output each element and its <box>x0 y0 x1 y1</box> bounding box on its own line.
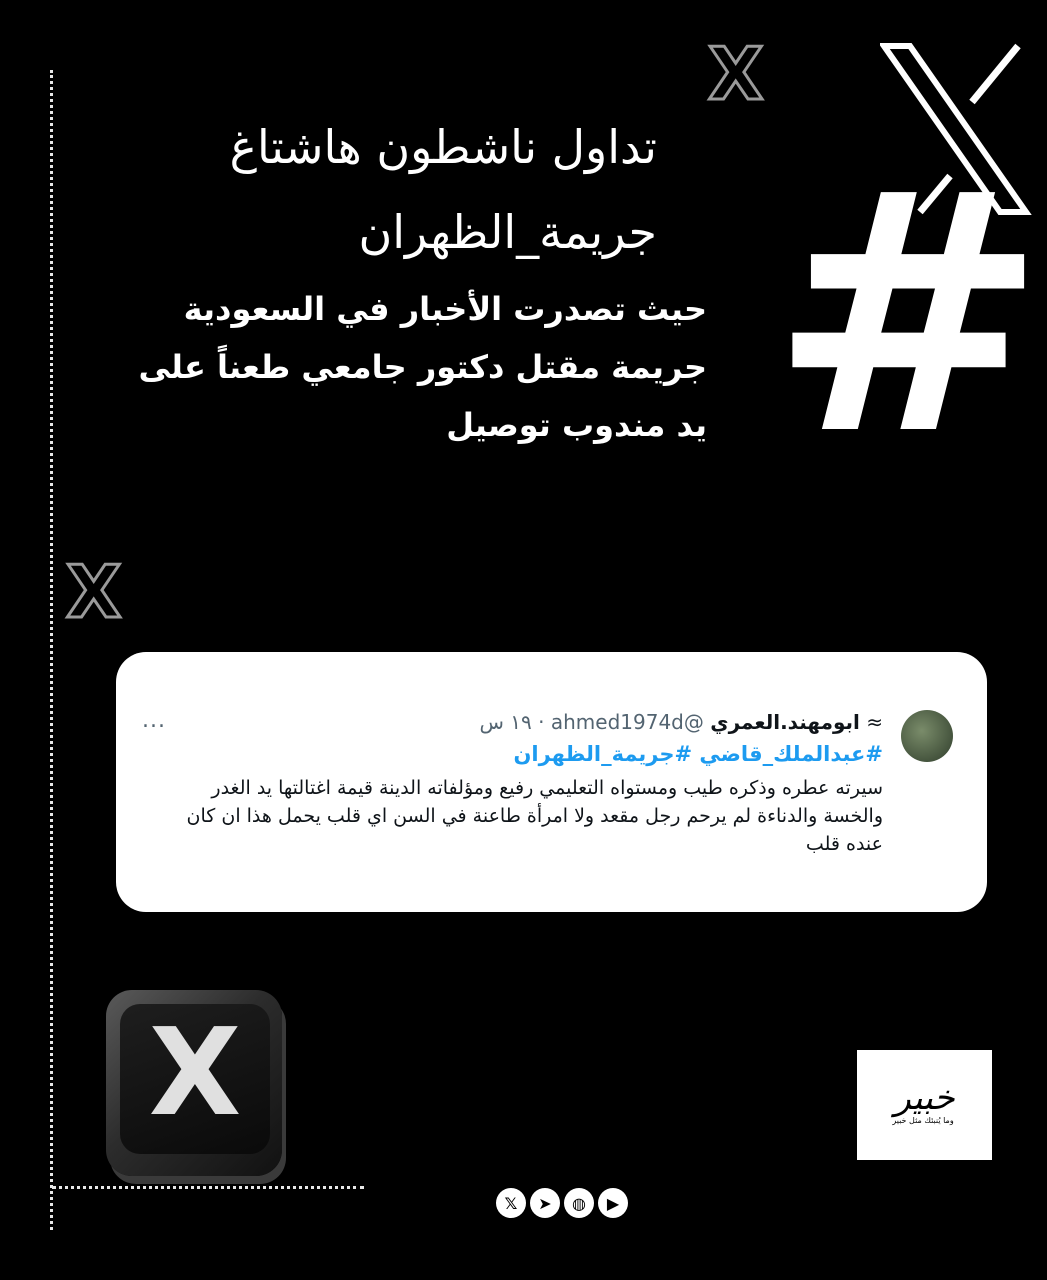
x-logo-icon: X <box>708 32 764 116</box>
x-app-tile-face <box>120 1004 270 1154</box>
social-links <box>496 1188 628 1218</box>
x-app-tile <box>106 990 282 1176</box>
tweet-card <box>116 652 987 912</box>
hashtag-symbol: # <box>770 123 1047 507</box>
globe-icon[interactable]: ◍ <box>564 1188 594 1218</box>
avatar[interactable] <box>901 710 953 762</box>
tweet-author-name[interactable]: ابومهند.العمري <box>710 710 860 734</box>
brand-logo-tagline: وما يُنبئك مثل خبير <box>892 1116 954 1125</box>
brand-logo <box>857 1050 992 1160</box>
x-logo-icon: X <box>66 550 122 634</box>
more-options-icon[interactable]: ... <box>142 708 166 733</box>
separator: · <box>538 710 545 734</box>
dotted-frame-left <box>50 70 53 1230</box>
headline-hashtag: جريمة_الظهران <box>358 205 657 259</box>
verified-wave-icon: ≈ <box>866 710 883 734</box>
tweet-hashtags[interactable]: #عبدالملك_قاضي #جريمة_الظهران <box>513 742 883 766</box>
telegram-icon[interactable]: ➤ <box>530 1188 560 1218</box>
x-logo-icon: X <box>148 1004 242 1143</box>
tweet-header <box>480 710 883 734</box>
tweet-handle[interactable]: @ahmed1974d <box>550 710 704 734</box>
headline-line-1: تداول ناشطون هاشتاغ <box>229 120 657 174</box>
dotted-frame-bottom <box>52 1186 364 1189</box>
youtube-icon[interactable]: ▶ <box>598 1188 628 1218</box>
tweet-text: سيرته عطره وذكره طيب ومستواه التعليمي رفيع ومؤلفاته الدينة قيمة اغتالتها يد الغدر والخسة والدناءة لم يرحم رجل مقعد ولا امرأة طاعنة في السن اي قلب يحمل هذا ان كان عنده قلب <box>186 777 883 855</box>
tweet-time: ١٩ س <box>479 710 532 734</box>
x-logo-icon[interactable]: 𝕏 <box>496 1188 526 1218</box>
brand-logo-script: خبير <box>894 1078 955 1118</box>
headline-body: حيث تصدرت الأخبار في السعودية جريمة مقتل دكتور جامعي طعناً على يد مندوب توصيل <box>138 290 707 444</box>
